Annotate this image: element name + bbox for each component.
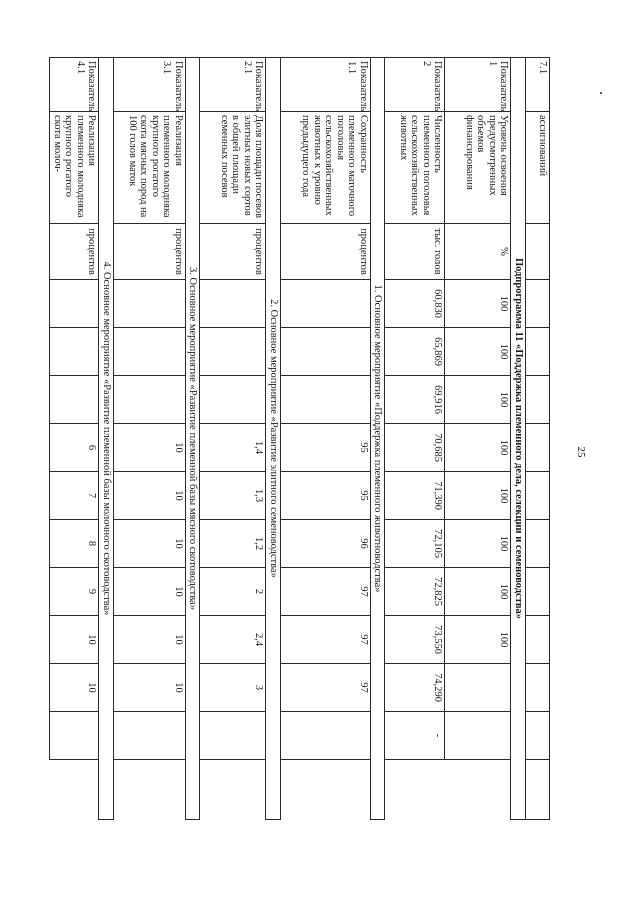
value-cell: 95 xyxy=(281,424,371,472)
value-cell: 7 xyxy=(50,472,99,520)
section-title: 3. Основное мероприятие «Развитие племенной базы мясного скотоводства» xyxy=(186,58,201,820)
value-cell xyxy=(281,376,371,424)
value-cell: 100 xyxy=(445,424,511,472)
value-cell: 6 xyxy=(50,424,99,472)
value-cell: 100 xyxy=(445,280,511,328)
section-row xyxy=(371,58,386,820)
value-cell: 9 xyxy=(50,568,99,616)
value-cell: 100 xyxy=(445,520,511,568)
table-row xyxy=(281,58,371,820)
indicator-number: Показатель 1 xyxy=(445,58,511,112)
value-cell: 96 xyxy=(281,520,371,568)
value-cell xyxy=(50,376,99,424)
scan-speck xyxy=(600,92,602,94)
table-row xyxy=(200,58,266,820)
value-cell: 2 xyxy=(200,568,266,616)
value-cell xyxy=(114,712,186,760)
value-cell xyxy=(50,280,99,328)
value-cell: 69,916 xyxy=(385,376,445,424)
value-cell: 100 xyxy=(445,472,511,520)
indicator-unit: % xyxy=(445,224,511,280)
value-cell xyxy=(50,712,99,760)
value-cell xyxy=(445,712,511,760)
subprogram-title: Подпрограмма 11 «Поддержка племенного дела, селекции и семеноводства» xyxy=(511,58,526,820)
row-text: ассигнований xyxy=(526,112,550,224)
value-cell: - xyxy=(385,712,445,760)
value-cell: 73,550 xyxy=(385,616,445,664)
indicator-name: Сохранность племенного маточного поголовья сельскохозяйственных животных к уровню предыдущего года xyxy=(281,112,371,224)
indicators-table xyxy=(50,57,551,820)
value-cell: 10 xyxy=(114,424,186,472)
value-cell xyxy=(281,328,371,376)
indicator-unit: процентов xyxy=(281,224,371,280)
indicator-number: Показатель 1.1 xyxy=(281,58,371,112)
value-cell: 97 xyxy=(281,616,371,664)
value-cell: 10 xyxy=(114,472,186,520)
value-cell: 10 xyxy=(114,520,186,568)
rotated-page xyxy=(52,57,550,817)
indicator-unit: тыс. голов xyxy=(385,224,445,280)
section-title: 2. Основное мероприятие «Развитие элитного семеноводства» xyxy=(266,58,281,820)
indicator-name: Уровень освоения предусмотренных объемов финансирования xyxy=(445,112,511,224)
value-cell: 10 xyxy=(114,568,186,616)
value-cell: 100 xyxy=(445,616,511,664)
indicator-unit: процентов xyxy=(114,224,186,280)
value-cell: 100 xyxy=(445,328,511,376)
subprogram-header-row xyxy=(511,58,526,820)
indicator-name: Численность племенного поголовья сельскохозяйственных животных xyxy=(385,112,445,224)
value-cell: 1,2 xyxy=(200,520,266,568)
indicator-unit: процентов xyxy=(200,224,266,280)
table-row xyxy=(385,58,445,820)
indicator-number: Показатель 2.1 xyxy=(200,58,266,112)
section-title: 1. Основное мероприятие «Поддержка племенного животноводства» xyxy=(371,58,386,820)
value-cell: 8 xyxy=(50,520,99,568)
value-cell: 71,390 xyxy=(385,472,445,520)
value-cell: 97 xyxy=(281,664,371,712)
page-number: 25 xyxy=(575,446,587,458)
indicator-name: Доля площади посевов элитных новых сортов в общей площади семенных посевов xyxy=(200,112,266,224)
value-cell: 2,4 xyxy=(200,616,266,664)
table-row xyxy=(114,58,186,820)
value-cell: 95 xyxy=(281,472,371,520)
indicator-number: Показатель 2 xyxy=(385,58,445,112)
value-cell: 1,4 xyxy=(200,424,266,472)
section-title: 4. Основное мероприятие «Развитие племенной базы молочного скотоводства» xyxy=(99,58,114,820)
section-row xyxy=(266,58,281,820)
section-row xyxy=(99,58,114,820)
section-row xyxy=(186,58,201,820)
value-cell: 70,685 xyxy=(385,424,445,472)
value-cell: 10 xyxy=(50,664,99,712)
value-cell: 97 xyxy=(281,568,371,616)
value-cell: 10 xyxy=(50,616,99,664)
value-cell: 74,290 xyxy=(385,664,445,712)
value-cell xyxy=(200,376,266,424)
value-cell: 72,105 xyxy=(385,520,445,568)
value-cell: 100 xyxy=(445,376,511,424)
row-number: 7.1 xyxy=(526,58,550,112)
table-row xyxy=(526,58,550,820)
indicator-unit: процентов xyxy=(50,224,99,280)
indicator-number: Показатель 4.1 xyxy=(50,58,99,112)
value-cell: 60,830 xyxy=(385,280,445,328)
table-row xyxy=(50,58,99,820)
value-cell xyxy=(114,280,186,328)
value-cell xyxy=(114,328,186,376)
value-cell xyxy=(445,664,511,712)
value-cell: 3 xyxy=(200,664,266,712)
indicator-name: Реализация племенного молодняка крупного рогатого скота молоч- xyxy=(50,112,99,224)
value-cell: 72,825 xyxy=(385,568,445,616)
indicator-name: Реализация племенного молодняка крупного рогатого скота мясных пород на 100 голов маток xyxy=(114,112,186,224)
value-cell xyxy=(50,328,99,376)
value-cell xyxy=(200,712,266,760)
value-cell: 10 xyxy=(114,616,186,664)
value-cell xyxy=(114,376,186,424)
value-cell xyxy=(200,328,266,376)
value-cell xyxy=(281,712,371,760)
value-cell: 10 xyxy=(114,664,186,712)
value-cell xyxy=(200,280,266,328)
table-row xyxy=(445,58,511,820)
value-cell: 65,869 xyxy=(385,328,445,376)
value-cell: 100 xyxy=(445,568,511,616)
indicator-number: Показатель 3.1 xyxy=(114,58,186,112)
value-cell: 1,3 xyxy=(200,472,266,520)
value-cell xyxy=(281,280,371,328)
